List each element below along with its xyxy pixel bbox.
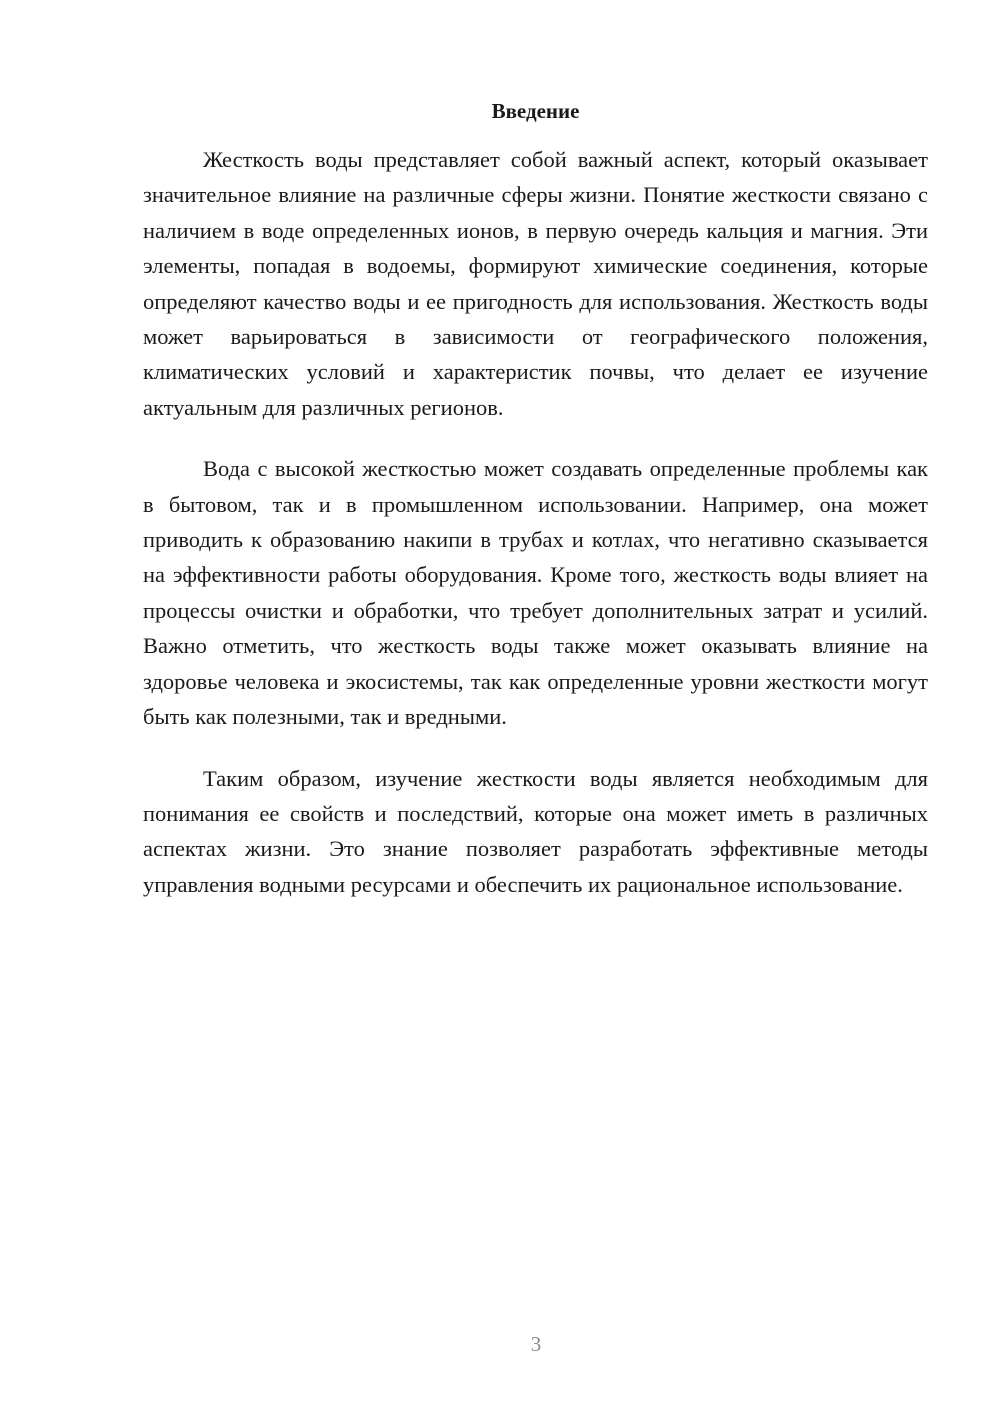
page-number: 3 bbox=[530, 1332, 542, 1356]
paragraph-3: Таким образом, изучение жесткости воды является необходимым для понимания ее свойств и последствий, которые она может иметь в различных аспектах жизни. Это знание позволяет разработать эффективные методы управления водными ресурсами и обеспечить их рациональное использование. bbox=[143, 765, 928, 897]
paragraph-1: Жесткость воды представляет собой важный аспект, который оказывает значительное влияние на различные сферы жизни. Понятие жесткости связано с наличием в воде определенных ионов, в первую очередь кальция и магния. Эти элементы, попадая в водоемы, формируют химические соединения, которые определяют качество воды и ее пригодность для использования. Жесткость воды может варьироваться в зависимости от географического положения, климатических условий и характеристик почвы, что делает ее изучение актуальным для различных регионов. bbox=[143, 147, 928, 420]
paragraph-2: Вода с высокой жесткостью может создавать определенные проблемы как в бытовом, так и в промышленном использовании. Например, она может приводить к образованию накипи в трубах и котлах, что негативно сказывается на эффективности работы оборудования. Кроме того, жесткость воды влияет на процессы очистки и обработки, что требует дополнительных затрат и усилий. Важно отметить, что жесткость воды также может оказывать влияние на здоровье человека и экосистемы, так как определенные уровни жесткости могут быть как полезными, так и вредными. bbox=[143, 456, 928, 730]
body-text bbox=[143, 142, 928, 928]
section-title: Введение bbox=[491, 99, 580, 123]
